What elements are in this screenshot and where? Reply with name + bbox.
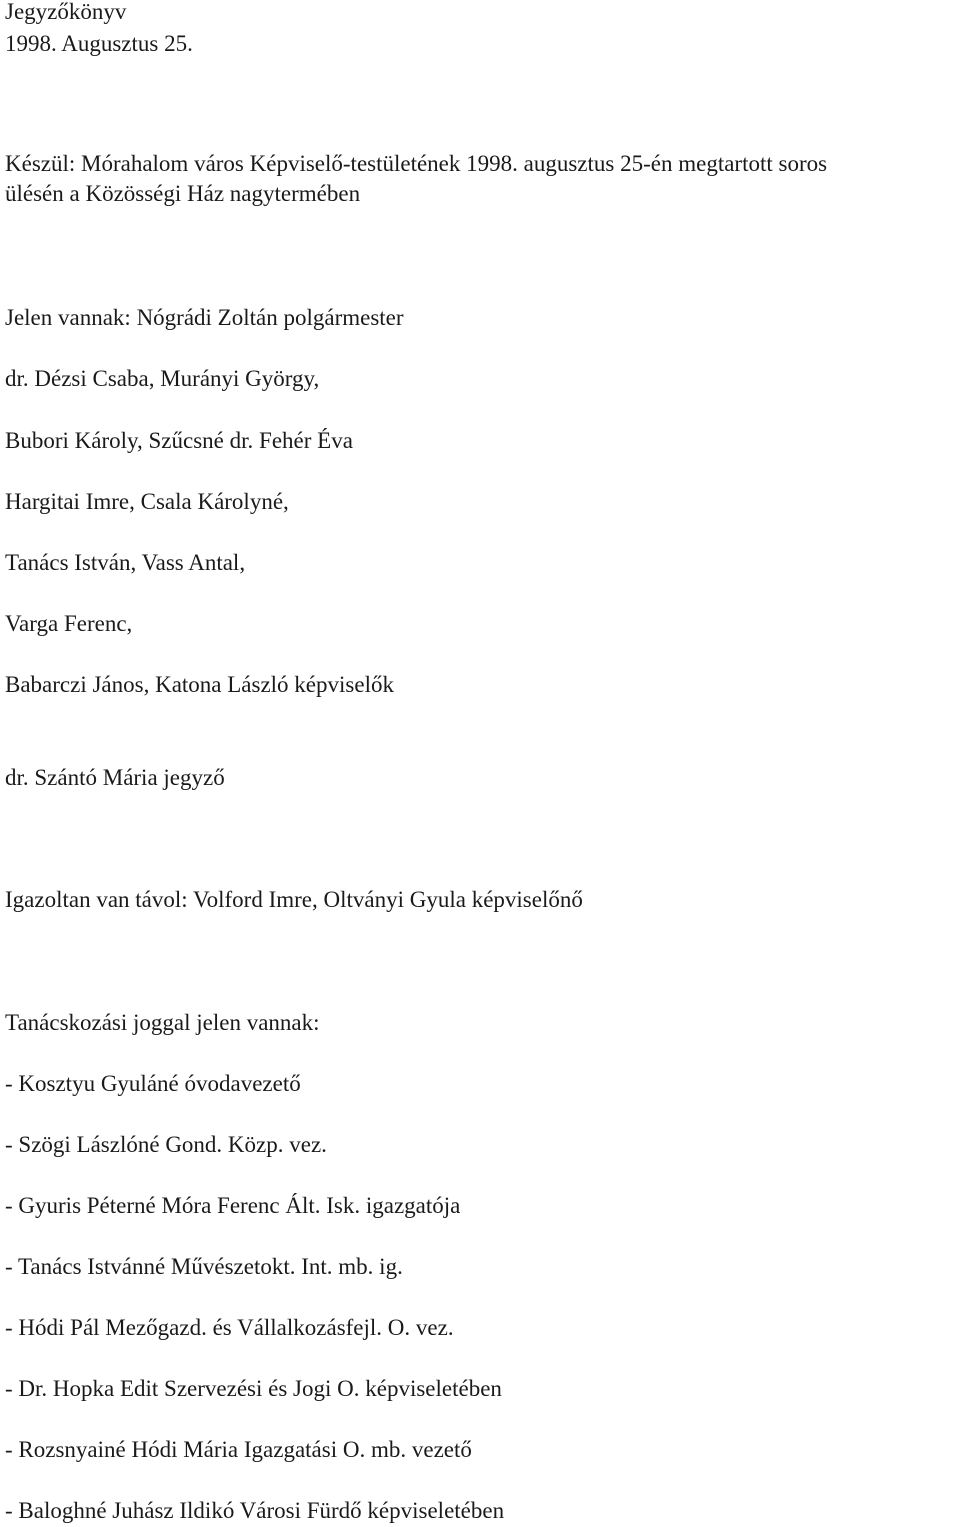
- advisory-item: - Rozsnyainé Hódi Mária Igazgatási O. mb. vezető: [5, 1437, 472, 1462]
- present-member-line: Bubori Károly, Szűcsné dr. Fehér Éva: [5, 428, 353, 453]
- advisory-item: - Dr. Hopka Edit Szervezési és Jogi O. képviseletében: [5, 1376, 502, 1401]
- advisory-item: - Baloghné Juhász Ildikó Városi Fürdő képviseletében: [5, 1498, 505, 1523]
- advisory-heading: Tanácskozási joggal jelen vannak:: [5, 1010, 320, 1035]
- present-member-line: Hargitai Imre, Csala Károlyné,: [5, 489, 289, 514]
- advisory-item: - Tanács Istvánné Művészetokt. Int. mb. ig.: [5, 1254, 403, 1279]
- advisory-item: - Kosztyu Gyuláné óvodavezető: [5, 1071, 301, 1096]
- present-member-line: Babarczi János, Katona László képviselők: [5, 672, 394, 697]
- present-heading: Jelen vannak: Nógrádi Zoltán polgármester: [5, 305, 404, 330]
- document-title: Jegyzőkönyv: [5, 0, 127, 24]
- advisory-item: - Hódi Pál Mezőgazd. és Vállalkozásfejl. O. vez.: [5, 1315, 454, 1340]
- intro-line-1: Készül: Mórahalom város Képviselő-testületének 1998. augusztus 25-én megtartott soros: [5, 151, 828, 176]
- present-member-line: Tanács István, Vass Antal,: [5, 550, 246, 575]
- notary-line: dr. Szántó Mária jegyző: [5, 765, 225, 790]
- present-member-line: Varga Ferenc,: [5, 611, 133, 636]
- intro-line-2: ülésén a Közösségi Ház nagytermében: [5, 181, 361, 206]
- absent-line: Igazoltan van távol: Volford Imre, Oltványi Gyula képviselőnő: [5, 887, 583, 912]
- advisory-item: - Gyuris Péterné Móra Ferenc Ált. Isk. igazgatója: [5, 1193, 461, 1218]
- present-member-line: dr. Dézsi Csaba, Murányi György,: [5, 366, 320, 391]
- advisory-item: - Szögi Lászlóné Gond. Közp. vez.: [5, 1132, 327, 1157]
- document-date: 1998. Augusztus 25.: [5, 31, 193, 56]
